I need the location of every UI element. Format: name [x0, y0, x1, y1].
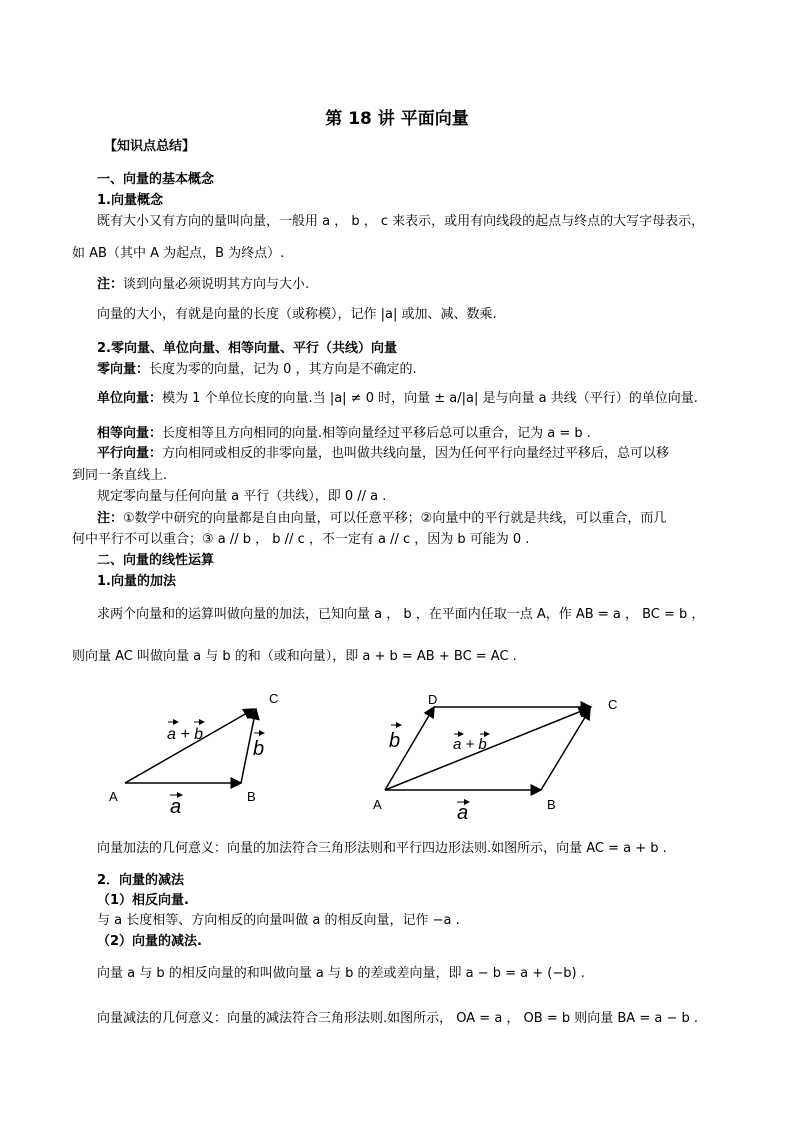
subsection-special-vectors: 2.零向量、单位向量、相等向量、平行（共线）向量: [97, 341, 397, 356]
equal-vector-text: 长度相等且方向相同的向量.相等向量经过平移后总可以重合，记为 a = b .: [162, 426, 591, 441]
zero-vector-def: [97, 361, 417, 379]
parallel-vector-text-2: 到同一条直线上.: [72, 468, 168, 483]
unit-vector-label: 单位向量：: [97, 391, 163, 406]
addition-line-1: 求两个向量和的运算叫做向量的加法，已知向量 a ， b ，在平面内任取一点 A，作 AB = a ， BC = b ，: [97, 607, 705, 622]
fig1-point-B: B: [247, 789, 256, 804]
subtraction-heading: （2）向量的减法.: [97, 934, 202, 949]
note-2-line-2: 何中平行不可以重合；③ a // b ， b // c ，不一定有 a // c ，因为 b 可能为 0 .: [72, 532, 530, 547]
subsection-vector-concept: 1.向量概念: [97, 193, 163, 208]
unit-vector-def: [97, 390, 698, 408]
concept-line-2: 如 AB（其中 A 为起点，B 为终点）.: [72, 246, 285, 261]
triangle-rule-figure: [100, 685, 300, 825]
equal-vector-def: [97, 425, 591, 443]
note-1: [97, 276, 309, 294]
fig2-point-B: B: [547, 797, 556, 812]
fig1-point-A: A: [109, 789, 118, 804]
fig2-point-C: C: [608, 697, 618, 712]
zero-vector-text: 长度为零的向量，记为 0 ，其方向是不确定的.: [149, 362, 417, 377]
fig2-right-edge-arrow: [541, 709, 590, 790]
addition-line-2: 则向量 AC 叫做向量 a 与 b 的和（或和向量），即 a + b = AB + BC = AC .: [72, 649, 517, 664]
parallel-vector-text-1: 方向相同或相反的非零向量，也叫做共线向量，因为任何平行向量经过平移后，总可以移: [162, 446, 670, 461]
page-title: 第 18 讲 平面向量: [325, 109, 469, 129]
fig1-point-C: C: [269, 691, 279, 706]
fig1-vec-b-label: b: [253, 738, 265, 760]
parallelogram-rule-figure: [360, 685, 630, 825]
fig2-point-A: A: [373, 797, 382, 812]
note-1-text: 谈到向量必须说明其方向与大小.: [123, 277, 310, 292]
fig2-point-D: D: [428, 692, 438, 707]
note-1-label: 注：: [97, 277, 124, 292]
subtraction-definition: 向量 a 与 b 的相反向量的和叫做向量 a 与 b 的差或差向量，即 a − b = a + (−b) .: [97, 966, 585, 981]
subtraction-geometric-meaning: 向量减法的几何意义：向量的减法符合三角形法则.如图所示， OA = a ， OB = b 则向量 BA = a − b .: [97, 1011, 698, 1026]
fig2-vec-sum-label: a + b: [453, 736, 487, 753]
note-2-line-1: [97, 510, 666, 528]
subsection-addition: 1.向量的加法: [97, 574, 176, 589]
fig2-vec-b-label: b: [389, 730, 401, 752]
zero-vector-label: 零向量：: [97, 362, 150, 377]
opposite-vector-heading: （1）相反向量.: [97, 893, 189, 908]
opposite-vector-text: 与 a 长度相等、方向相反的向量叫做 a 的相反向量，记作 −a .: [97, 913, 460, 928]
addition-geometric-meaning: 向量加法的几何意义：向量的加法符合三角形法则和平行四边形法则.如图所示，向量 AC = a + b .: [97, 841, 667, 856]
section-1-heading: 一、向量的基本概念: [97, 172, 215, 187]
concept-line-1: 既有大小又有方向的量叫向量，一般用 a ， b ， c 来表示，或用有向线段的起点与终点的大写字母表示，: [97, 214, 705, 229]
parallel-vector-def: [97, 445, 669, 463]
fig2-vec-a-label: a: [457, 802, 469, 824]
note-2-label: 注：: [97, 511, 124, 526]
fig1-vec-a-label: a: [170, 796, 182, 818]
vector-size-text: 向量的大小，有就是向量的长度（或称模），记作 |a| 或加、减、数乘.: [97, 307, 497, 322]
fig1-vec-sum-label: a + b: [167, 726, 204, 743]
zero-parallel-rule: 规定零向量与任何向量 a 平行（共线），即 0 // a .: [97, 489, 387, 504]
unit-vector-text: 模为 1 个单位长度的向量.当 |a| ≠ 0 时，向量 ± a/|a| 是与向量 a 共线（平行）的单位向量.: [162, 391, 698, 406]
summary-heading: 【知识点总结】: [104, 139, 196, 154]
fig2-vector-sum-arrow: [385, 708, 589, 790]
parallel-vector-label: 平行向量：: [97, 446, 163, 461]
section-2-heading: 二、向量的线性运算: [97, 553, 215, 568]
note-2-text-1: ①数学中研究的向量都是自由向量，可以任意平移；②向量中的平行就是共线，可以重合，而几: [123, 511, 667, 526]
equal-vector-label: 相等向量：: [97, 426, 163, 441]
vector-sum-arrow: [125, 709, 254, 783]
subsection-subtraction: 2．向量的减法: [97, 873, 185, 888]
